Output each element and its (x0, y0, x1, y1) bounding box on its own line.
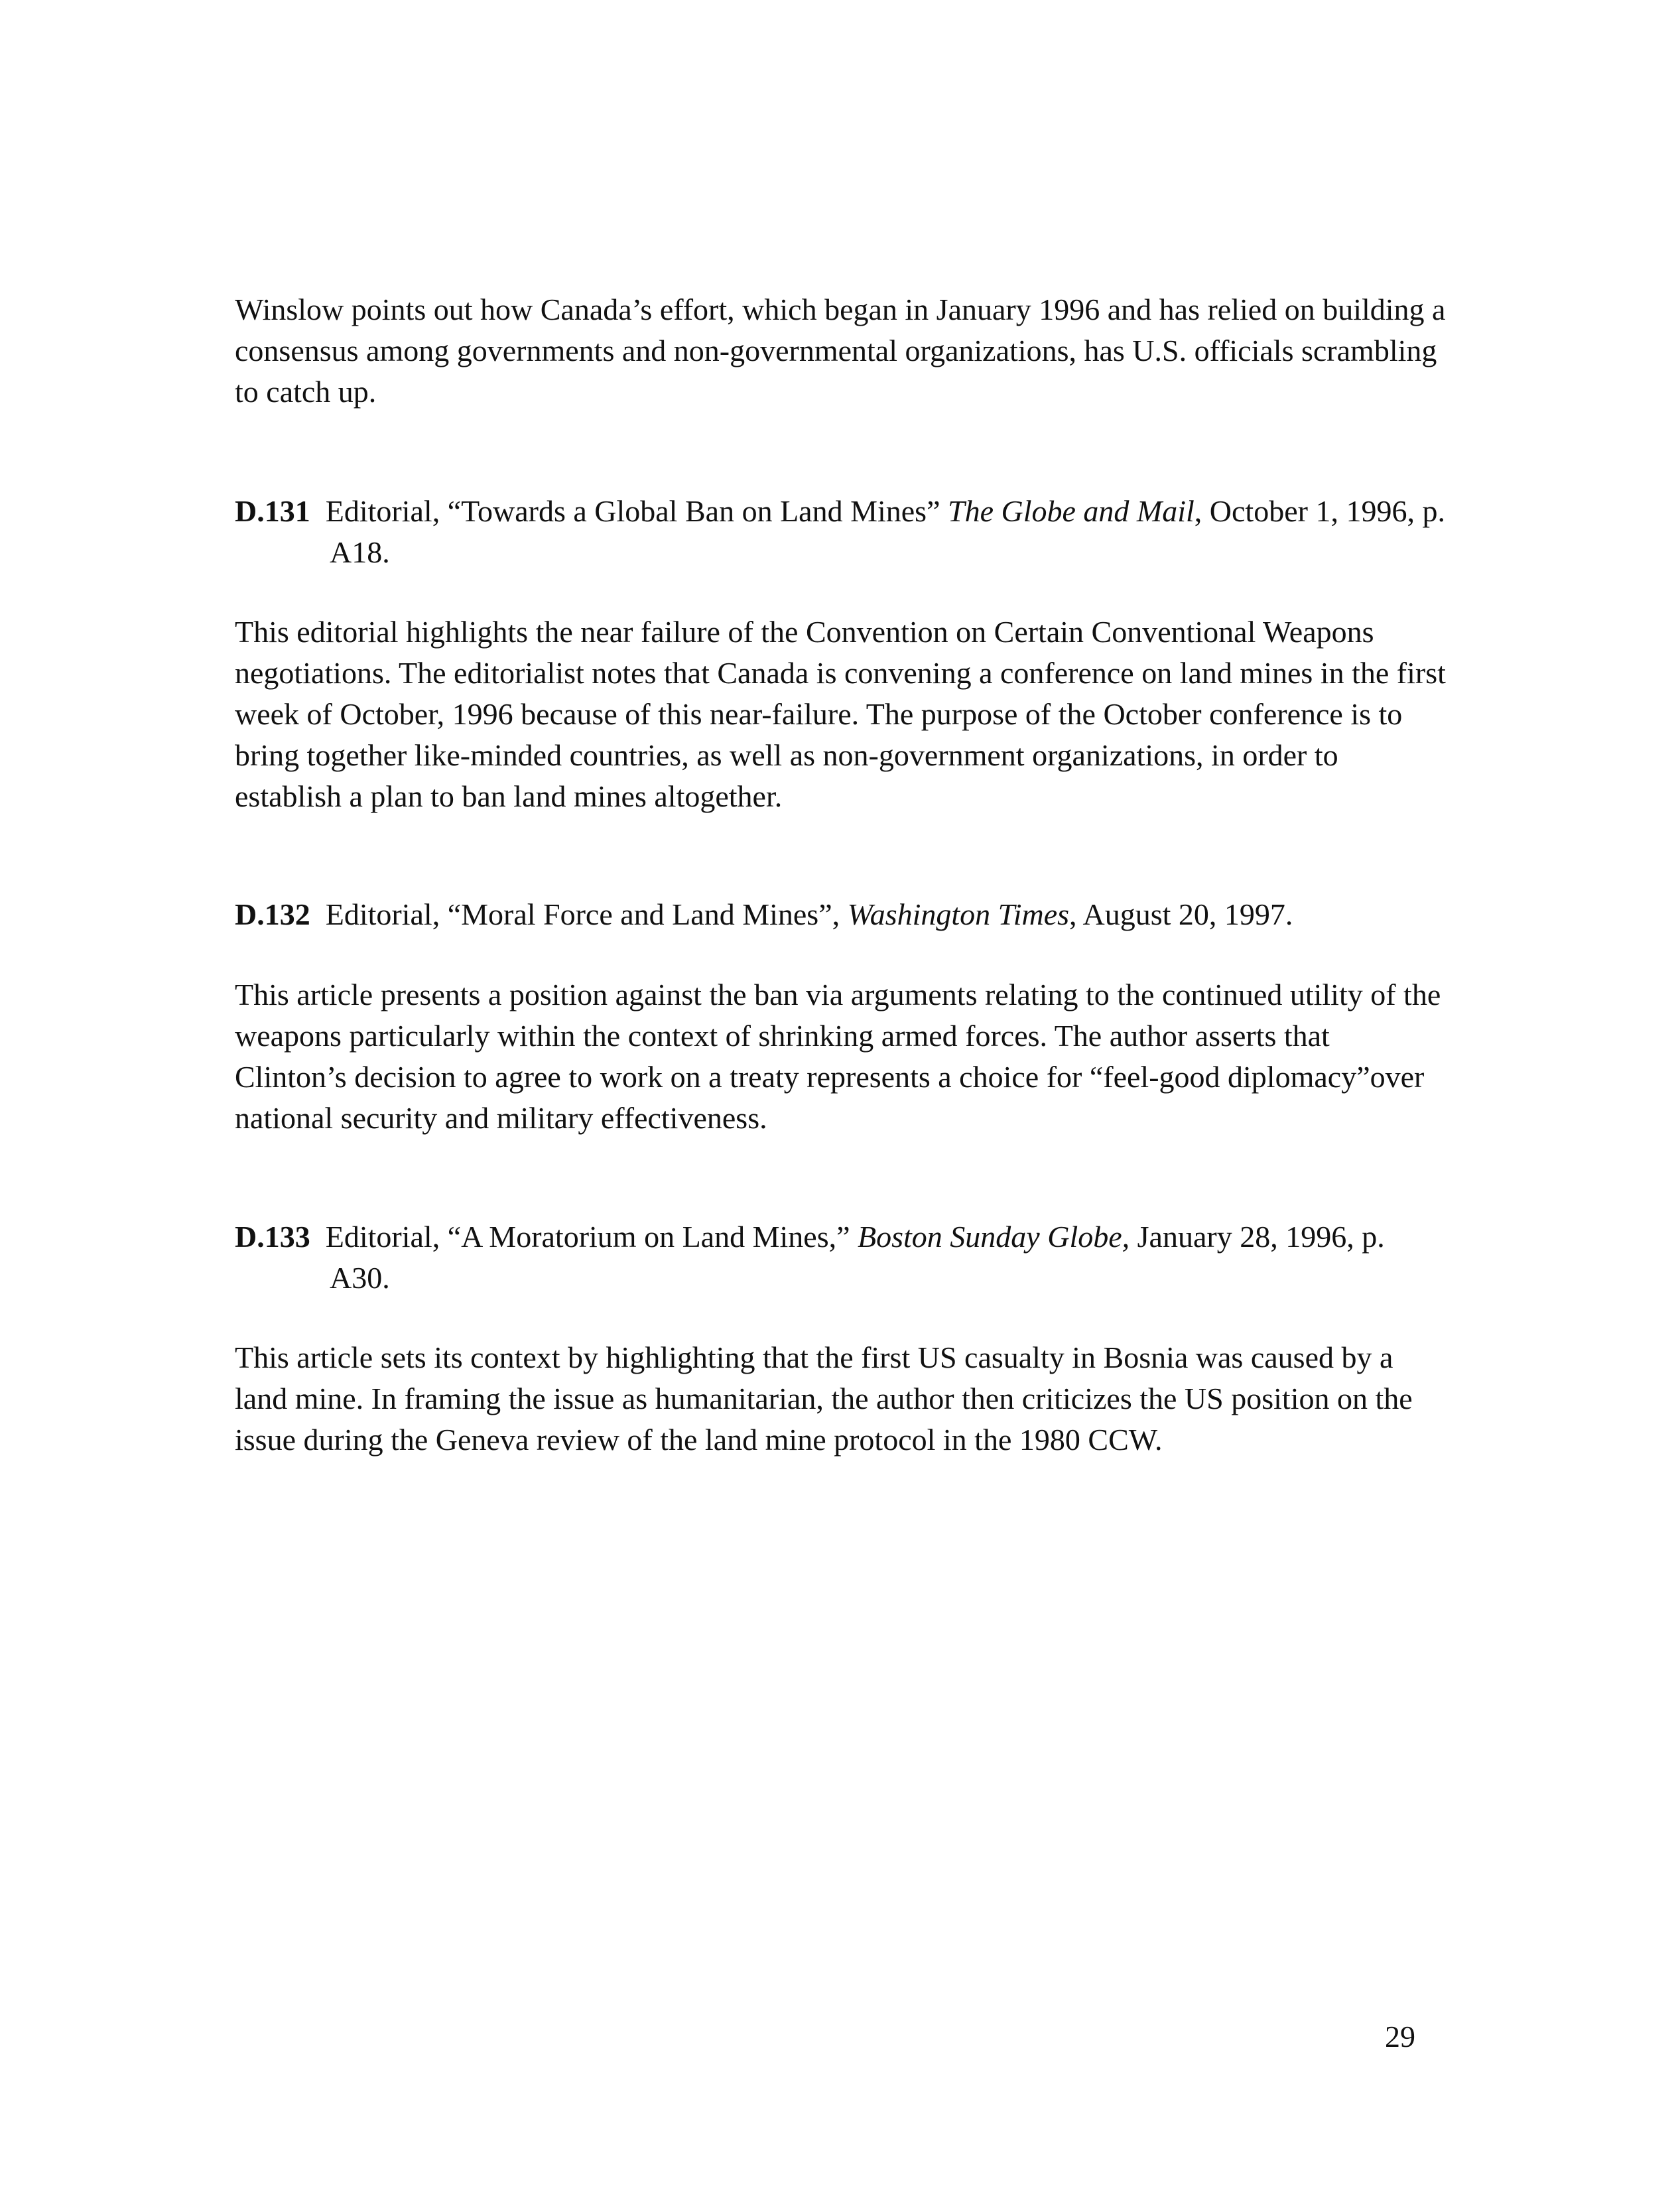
entry-citation: , August 20, 1997. (1069, 897, 1293, 931)
entry-citation: January 28, 1996, p. A30. (330, 1220, 1385, 1295)
entry-heading (235, 1216, 1449, 1299)
entry-d131-summary-block (235, 612, 1449, 817)
entry-summary: This article sets its context by highlighting that the first US casualty in Bosnia was caused by a land mine. In framing the issue as humanitarian, the author then criticizes the US position on the issue during the Geneva review of the land mine protocol in the 1980 CCW. (235, 1340, 1413, 1457)
entry-citation: , October 1, 1996, p. A18. (330, 494, 1445, 569)
page-number: 29 (1385, 2020, 1415, 2053)
entry-heading (235, 894, 1449, 935)
entry-title: Editorial, “Moral Force and Land Mines”, (325, 897, 848, 931)
entry-heading (235, 491, 1449, 573)
entry-id: D.133 (235, 1220, 310, 1254)
entry-d132-summary-block (235, 974, 1449, 1139)
entry-title: Editorial, “A Moratorium on Land Mines,” (325, 1220, 858, 1254)
entry-id: D.132 (235, 897, 310, 931)
entry-summary: This article presents a position against the ban via arguments relating to the continued utility of the weapons particularly within the context of shrinking armed forces. The author asserts that Clinton’s decision to agree to work on a treaty represents a choice for “feel-good diplomacy”over national security and military effectiveness. (235, 978, 1441, 1135)
entry-title: Editorial, “Towards a Global Ban on Land Mines” (325, 494, 948, 528)
entry-d132-heading-block (235, 894, 1449, 935)
intro-paragraph (235, 289, 1449, 413)
entry-d133-heading-block (235, 1216, 1449, 1299)
entry-d131-heading-block (235, 491, 1449, 573)
entry-source: Boston Sunday Globe, (858, 1220, 1130, 1254)
entry-d133-summary-block (235, 1337, 1449, 1461)
entry-id: D.131 (235, 494, 310, 528)
entry-source: Washington Times (847, 897, 1070, 931)
entry-source: The Globe and Mail (948, 494, 1195, 528)
intro-text: Winslow points out how Canada’s effort, which began in January 1996 and has relied on building a consensus among governments and non-governmental organizations, has U.S. officials scrambling to catch up. (235, 292, 1446, 409)
entry-summary: This editorial highlights the near failure of the Convention on Certain Conventional Weapons negotiations. The editorialist notes that Canada is convening a conference on land mines in the first week of October, 1996 because of this near-failure. The purpose of the October conference is to bring together like-minded countries, as well as non-government organizations, in order to establish a plan to ban land mines altogether. (235, 615, 1446, 813)
